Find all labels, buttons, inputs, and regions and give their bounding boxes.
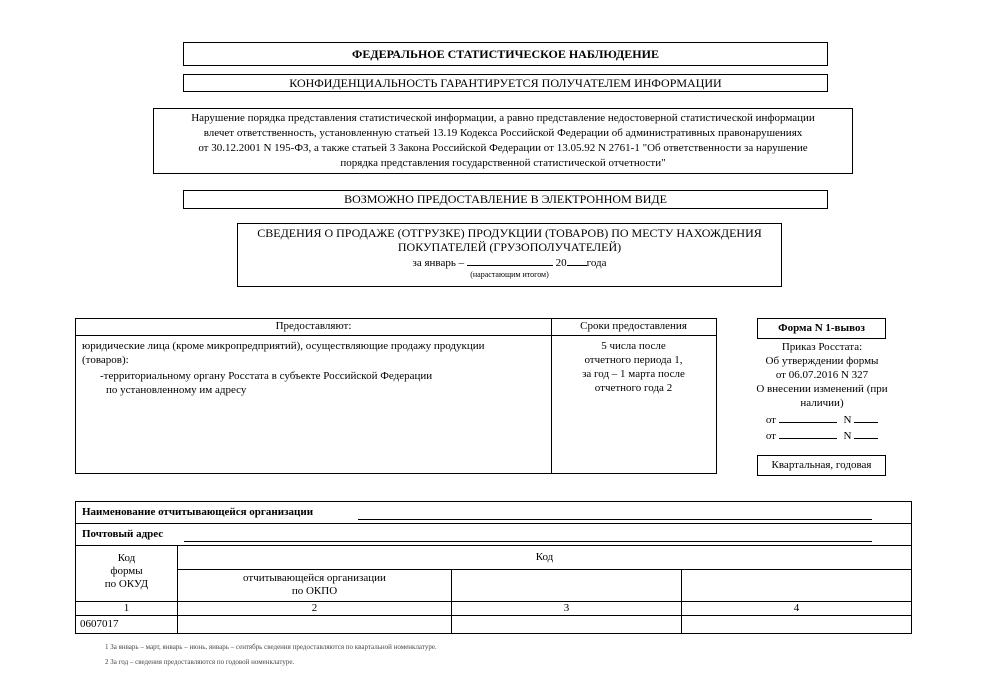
periodicity-box: Квартальная, годовая — [757, 455, 886, 476]
form-title-line2: ПОКУПАТЕЛЕЙ (ГРУЗОПОЛУЧАТЕЛЕЙ) — [397, 240, 622, 254]
col-number-4: 4 — [682, 602, 911, 616]
liability-notice — [153, 108, 853, 174]
confidentiality-header: КОНФИДЕНЦИАЛЬНОСТЬ ГАРАНТИРУЕТСЯ ПОЛУЧАТЕЛЕМ ИНФОРМАЦИИ — [183, 74, 828, 92]
organization-table — [75, 501, 912, 634]
okud-header-line: по ОКУД — [104, 578, 149, 590]
notice-line: влечет ответственность, установленную статьей 13.19 Кодекса Российской Федерации об административных правонарушениях — [203, 127, 803, 139]
submitters-header: Предоставляют: — [76, 319, 551, 336]
org-name-field[interactable] — [358, 519, 872, 520]
order-line: Приказ Росстата: — [781, 341, 863, 353]
submitters-column — [76, 319, 552, 473]
deadline-line: отчетного периода 1, — [584, 354, 683, 366]
period-year-field[interactable] — [567, 254, 587, 266]
code-col4-value-field[interactable] — [682, 616, 911, 633]
notice-line: Нарушение порядка представления статистической информации, а равно представление недостоверной статистической информации — [191, 112, 815, 124]
amendment-date-field[interactable] — [779, 427, 837, 439]
amendment-row — [743, 411, 901, 427]
submitters-table — [75, 318, 717, 474]
electronic-submission-header: ВОЗМОЖНО ПРЕДОСТАВЛЕНИЕ В ЭЛЕКТРОННОМ ВИДЕ — [183, 190, 828, 209]
amendment-number-label: N — [843, 414, 852, 426]
form-title-box — [237, 223, 782, 287]
amendment-from-label: от — [765, 430, 776, 442]
deadline-line: 5 числа после — [601, 340, 666, 352]
org-name-row — [76, 502, 911, 524]
submitters-body — [76, 336, 551, 400]
submitter-line: юридические лица (кроме микропредприятий), осуществляющие продажу продукции — [82, 340, 485, 352]
observation-header: ФЕДЕРАЛЬНОЕ СТАТИСТИЧЕСКОЕ НАБЛЮДЕНИЕ — [183, 42, 828, 66]
okpo-value-field[interactable] — [178, 616, 452, 633]
reporting-period — [238, 254, 781, 270]
order-line: наличии) — [800, 397, 844, 409]
col-number-3: 3 — [452, 602, 682, 616]
amendment-number-label: N — [843, 430, 852, 442]
amendment-from-label: от — [765, 414, 776, 426]
okud-header-line: Код — [117, 552, 136, 564]
col-number-1: 1 — [76, 602, 178, 616]
order-line: Об утверждении формы — [765, 355, 879, 367]
deadline-line: отчетного года 2 — [594, 382, 673, 394]
cumulative-note: (нарастающим итогом) — [470, 270, 549, 279]
code-col3-value-field[interactable] — [452, 616, 682, 633]
code-header-cell: Код — [178, 546, 911, 570]
org-name-label: Наименование отчитывающейся организации — [82, 506, 314, 518]
amendment-row — [743, 427, 901, 443]
postal-address-label: Почтовый адрес — [82, 528, 164, 540]
form-title-line1: СВЕДЕНИЯ О ПРОДАЖЕ (ОТГРУЗКЕ) ПРОДУКЦИИ (ТОВАРОВ) ПО МЕСТУ НАХОЖДЕНИЯ — [257, 226, 762, 240]
period-month-field[interactable] — [467, 254, 553, 266]
submitter-line: (товаров): — [82, 354, 129, 366]
okpo-header-line: по ОКПО — [291, 585, 338, 597]
order-line: О внесении изменений (при — [756, 383, 888, 395]
okpo-header-cell — [178, 570, 452, 602]
okud-value: 0607017 — [76, 616, 178, 633]
period-prefix: за январь – — [412, 257, 465, 269]
footnote-2: 2 За год – сведения предоставляются по годовой номенклатуре. — [105, 658, 295, 666]
period-suffix: года — [586, 257, 607, 269]
period-year-prefix: 20 — [555, 257, 567, 269]
code-col4-header-cell — [682, 570, 911, 602]
amendment-date-field[interactable] — [779, 411, 837, 423]
order-info — [743, 340, 901, 443]
col-number-2: 2 — [178, 602, 452, 616]
footnotes — [105, 640, 805, 670]
notice-line: порядка представления государственной статистической отчетности" — [340, 157, 666, 169]
deadlines-body — [551, 336, 716, 398]
deadlines-column — [551, 319, 716, 473]
order-line: от 06.07.2016 N 327 — [775, 369, 869, 381]
okud-header-cell — [76, 546, 178, 602]
submitter-line: по установленному им адресу — [106, 384, 247, 396]
notice-line: от 30.12.2001 N 195-ФЗ, а также статьей 3 Закона Российской Федерации от 13.05.92 N 2761-1 "Об ответственности за нарушение — [198, 142, 808, 154]
deadlines-header: Сроки предоставления — [551, 319, 716, 336]
postal-address-row — [76, 524, 911, 546]
code-col3-header-cell — [452, 570, 682, 602]
okpo-header-line: отчитывающейся организации — [243, 572, 386, 584]
deadline-line: за год – 1 марта после — [582, 368, 685, 380]
amendment-number-field[interactable] — [854, 411, 878, 423]
submitter-line: -территориальному органу Росстата в субъекте Российской Федерации — [100, 370, 433, 382]
form-number: Форма N 1-вывоз — [757, 318, 886, 339]
okud-header-line: формы — [110, 565, 143, 577]
footnote-1: 1 За январь – март, январь – июнь, январь – сентябрь сведения предоставляются по квартальной номенклатуре. — [105, 643, 437, 651]
amendment-number-field[interactable] — [854, 427, 878, 439]
postal-address-field[interactable] — [184, 541, 872, 542]
